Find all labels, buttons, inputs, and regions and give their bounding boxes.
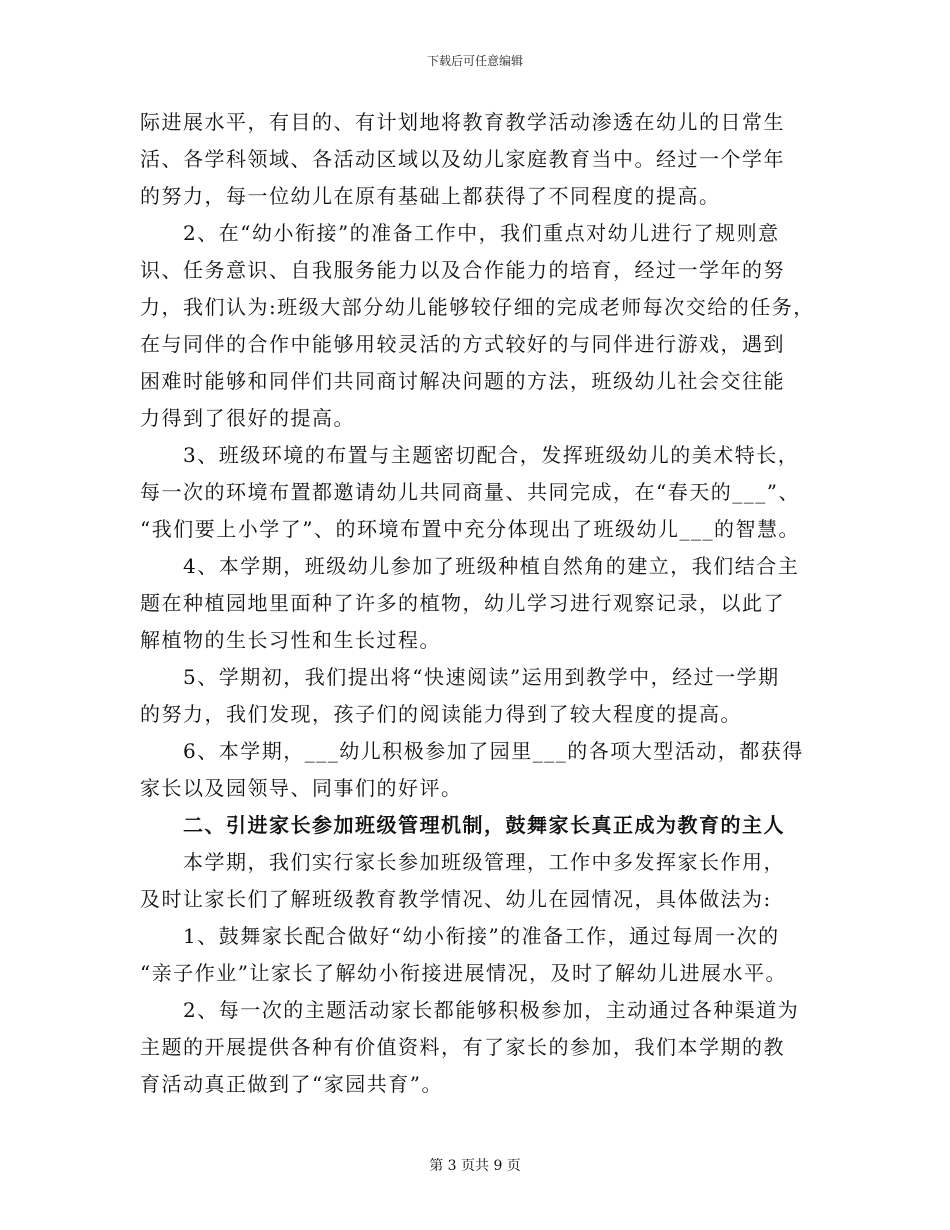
- text-line: 题在种植园地里面种了许多的植物，幼儿学习进行观察记录，以此了: [140, 591, 785, 615]
- text-line: 在与同伴的合作中能够用较灵活的方式较好的与同伴进行游戏，遇到: [140, 332, 785, 356]
- paragraph-5: [140, 659, 820, 733]
- text-line: 活、各学科领域、各活动区域以及幼儿家庭教育当中。经过一个学年: [140, 147, 785, 171]
- text-line: 的努力，每一位幼儿在原有基础上都获得了不同程度的提高。: [140, 184, 721, 208]
- text-line: 5、学期初，我们提出将“快速阅读”运用到教学中，经过一学期: [183, 665, 780, 689]
- text-line: 3、班级环境的布置与主题密切配合，发挥班级幼儿的美术特长，: [183, 443, 800, 467]
- text-line: 6、本学期，___幼儿积极参加了园里___的各项大型活动，都获得: [183, 739, 804, 763]
- text-line: 育活动真正做到了“家园共育”。: [140, 1072, 443, 1096]
- text-line: 力得到了很好的提高。: [140, 406, 355, 430]
- paragraph-9: [140, 992, 820, 1103]
- document-body: [140, 104, 820, 1103]
- paragraph-2: [140, 215, 820, 437]
- text-line: 4、本学期，班级幼儿参加了班级种植自然角的建立，我们结合主: [183, 554, 800, 578]
- text-line: 力，我们认为:班级大部分幼儿能够较仔细的完成老师每次交给的任务，: [140, 295, 815, 319]
- text-line: “亲子作业”让家长了解幼小衔接进展情况，及时了解幼儿进展水平。: [140, 961, 787, 985]
- text-line: 1、鼓舞家长配合做好“幼小衔接”的准备工作，通过每周一次的: [183, 924, 780, 948]
- text-line: 识、任务意识、自我服务能力以及合作能力的培育，经过一学年的努: [140, 258, 785, 282]
- text-line: 及时让家长们了解班级教育教学情况、幼儿在园情况，具体做法为:: [140, 887, 772, 911]
- page-header: 下载后可任意编辑: [426, 54, 523, 68]
- paragraph-8: [140, 918, 820, 992]
- text-line: “我们要上小学了”、的环境布置中充分体现出了班级幼儿___的智慧。: [140, 517, 800, 541]
- text-line: 困难时能够和同伴们共同商讨解决问题的方法，班级幼儿社会交往能: [140, 369, 785, 393]
- text-line: 解植物的生长习性和生长过程。: [140, 628, 441, 652]
- paragraph-3: [140, 437, 820, 548]
- text-line: 2、每一次的主题活动家长都能够积极参加，主动通过各种渠道为: [183, 998, 800, 1022]
- text-line: 家长以及园领导、同事们的好评。: [140, 776, 463, 800]
- paragraph-7: [140, 844, 820, 918]
- page-number-footer: 第 3 页共 9 页: [429, 1158, 521, 1174]
- paragraph-1: [140, 104, 820, 215]
- text-line: 2、在“幼小衔接”的准备工作中，我们重点对幼儿进行了规则意: [183, 221, 780, 245]
- text-line: 的努力，我们发现，孩子们的阅读能力得到了较大程度的提高。: [140, 702, 742, 726]
- section-heading: 二、引进家长参加班级管理机制，鼓舞家长真正成为教育的主人: [183, 813, 785, 837]
- text-line: 际进展水平，有目的、有计划地将教育教学活动渗透在幼儿的日常生: [140, 110, 785, 134]
- text-line: 主题的开展提供各种有价值资料，有了家长的参加，我们本学期的教: [140, 1035, 785, 1059]
- paragraph-6: [140, 733, 820, 807]
- paragraph-4: [140, 548, 820, 659]
- text-line: 本学期，我们实行家长参加班级管理，工作中多发挥家长作用，: [183, 850, 785, 874]
- text-line: 每一次的环境布置都邀请幼儿共同商量、共同完成，在“春天的___”、: [140, 480, 800, 504]
